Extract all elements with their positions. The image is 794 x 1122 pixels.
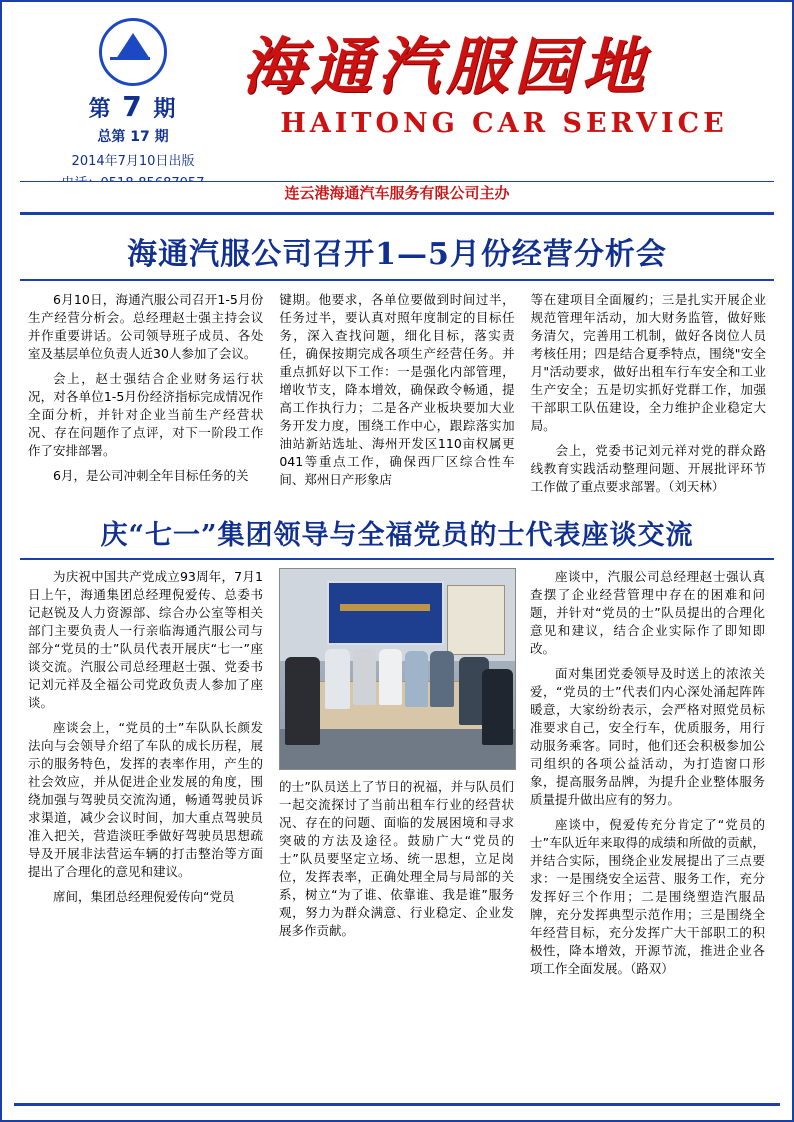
article1-col1 <box>28 291 263 503</box>
paper-title-en: HAITONG CAR SERVICE <box>280 108 728 139</box>
paragraph: 座谈会上，“党员的士”车队队长颜发法向与会领导介绍了车队的成长历程，展示的服务特色，发挥的表率作用，产生的社会效应，并从促进企业发展的角度，围绕加强与驾驶员交流沟通，畅通驾驶员诉求渠道，减少会议时间，加大重点驾驶员准入把关，营造淡旺季做好驾驶员思想疏导及开展非法营运车辆的打击整治等方面提出了合理化的意见和建议。 <box>28 720 263 879</box>
meeting-photo <box>279 568 516 770</box>
photo-person <box>430 651 453 707</box>
photo-person <box>379 649 402 705</box>
paragraph: 席间，集团总经理倪爱传向“党员 <box>53 889 235 904</box>
article2-columns <box>14 564 780 985</box>
issue-suffix: 期 <box>153 97 178 122</box>
photo-person <box>325 649 351 709</box>
paragraph: 6月，是公司冲刺全年目标任务的关 <box>53 468 249 483</box>
photo-screen <box>447 585 505 655</box>
sponsor-bar <box>20 178 774 208</box>
article2-col3 <box>530 568 765 985</box>
article1-rule-bottom <box>20 279 774 281</box>
article1-col2 <box>279 291 514 503</box>
photo-person <box>482 669 513 745</box>
photo-banner <box>327 581 444 645</box>
paragraph: 6月10日，海通汽服公司召开1-5月份生产经营分析会。总经理赵士强主持会议并作重要讲话。公司领导班子成员、各处室及基层单位负责人近30人参加了会议。 <box>28 292 264 361</box>
photo-person <box>405 651 428 707</box>
masthead <box>14 12 780 172</box>
page-bottom-rule <box>14 1103 780 1106</box>
total-issue: 总第 17 期 <box>97 129 169 145</box>
paragraph: 为庆祝中国共产党成立93周年，7月1日上午，海通集团总经理倪爱传、总委书记赵锐及人力资源部、综合办公室等相关部门主要负责人一行亲临海通汽服公司与部分“党员的士”队员代表开展庆“七一”座谈交流。汽服公司总经理赵士强、党委书记刘元祥及全福公司党政负责人参加了座谈。 <box>28 569 263 710</box>
haitong-logo-icon <box>99 18 167 86</box>
sponsor-text: 连云港海通汽车服务有限公司主办 <box>268 184 525 202</box>
photo-person <box>285 657 320 745</box>
article2-headline: 庆“七一”集团领导与全福党员的士代表座谈交流 <box>100 520 694 551</box>
paragraph: 面对集团党委领导及时送上的浓浓关爱，“党员的士”代表们内心深处涌起阵阵暖意，大家纷纷表示，会严格对照党员标准要求自己，安全行车，优质服务，用行动服务乘客。同时，他们还会积极参加公司组织的各项公益活动，为打造窗口形象，提高服务品牌，为提升企业整体服务质量提升做出应有的努力。 <box>529 666 765 807</box>
issue-line <box>89 90 178 123</box>
paragraph: 会上，党委书记刘元祥对党的群众路线教育实践活动整理问题、开展批评环节工作做了重点要求部署。（刘天林） <box>530 443 766 494</box>
paragraph: 座谈中，倪爱传充分肯定了“党员的士”车队近年来取得的成绩和所做的贡献，并结合实际，围绕企业发展提出了三点要求：一是围绕安全运营、服务工作，充分发挥好三个作用；二是围绕塑造汽服品牌，充分发挥典型示范作用；三是围绕全年经营目标，充分发挥广大干部职工的积极性，降本增效，开源节流，推进企业各项工作全面发展。（路双） <box>529 817 765 976</box>
masthead-left <box>28 18 238 191</box>
article1-col3 <box>531 291 766 503</box>
sponsor-text-wrap <box>20 182 774 204</box>
paragraph: 键期。他要求，各单位要做到时间过半，任务过半，要认真对照年度制定的目标任务，深入查找问题，细化目标，落实责任，确保按期完成各项生产经营任务。并重点抓好以下工作：一是强化内部管理，增收节支，降本增效，确保政令畅通，提高工作执行力；二是各产业板块要加大业务开发力度，围绕工作中心，跟踪落实加油站新站选址、海州开发区110亩权属更041等重点工作，确保西厂区综合性车间、郑州日产形象店 <box>279 292 515 487</box>
article1-headline: 海通汽服公司召开1—5月份经营分析会 <box>127 237 667 272</box>
publication-date: 2014年7月10日出版 <box>71 154 195 169</box>
paragraph: 座谈中，汽服公司总经理赵士强认真查摆了企业经营管理中存在的困难和问题，并针对“党员的士”队员提出的合理化意见和建议，结合企业实际作了即知即改。 <box>529 569 765 656</box>
paragraph: 的士”队员送上了节日的祝福，并与队员们一起交流探讨了当前出租车行业的经营状况、存在的问题、面临的发展困境和寻求突破的方法及途径。鼓励广大“党员的士”队员要坚定立场、统一思想，立足岗位，发挥表率，正确处理全局与局部的关系，树立“为了谁、依靠谁、我是谁”服务观，努力为群众满意、行业稳定、企业发展多作贡献。 <box>278 779 514 938</box>
article2-rule <box>20 558 774 560</box>
article1-columns <box>14 285 780 503</box>
photo-person <box>353 649 376 705</box>
article2-col2 <box>279 568 514 985</box>
article2-col1 <box>28 568 263 985</box>
issue-number: 7 <box>122 90 144 123</box>
page-inner <box>14 12 780 1110</box>
article1-rule-top <box>20 212 774 215</box>
issue-prefix: 第 <box>88 97 113 122</box>
paragraph: 会上，赵士强结合企业财务运行状况，对各单位1-5月份经济指标完成情况作全面分析，并针对企业当前生产经营状况、存在问题作了点评，对下一阶段工作作了安排部署。 <box>28 371 264 458</box>
paper-title-cn: 海通汽服园地 <box>242 30 651 103</box>
masthead-right <box>238 18 766 139</box>
paragraph: 等在建项目全面履约；三是扎实开展企业规范管理年活动，加大财务监管，做好账务清欠，完善用工机制，做好各岗位人员考核任用；四是结合夏季特点，围绕"安全月"活动要求，做好出租车行车安全和工业生产安全；五是切实抓好党群工作，加强干部职工队伍建设，全力维护企业稳定大局。 <box>530 292 766 433</box>
